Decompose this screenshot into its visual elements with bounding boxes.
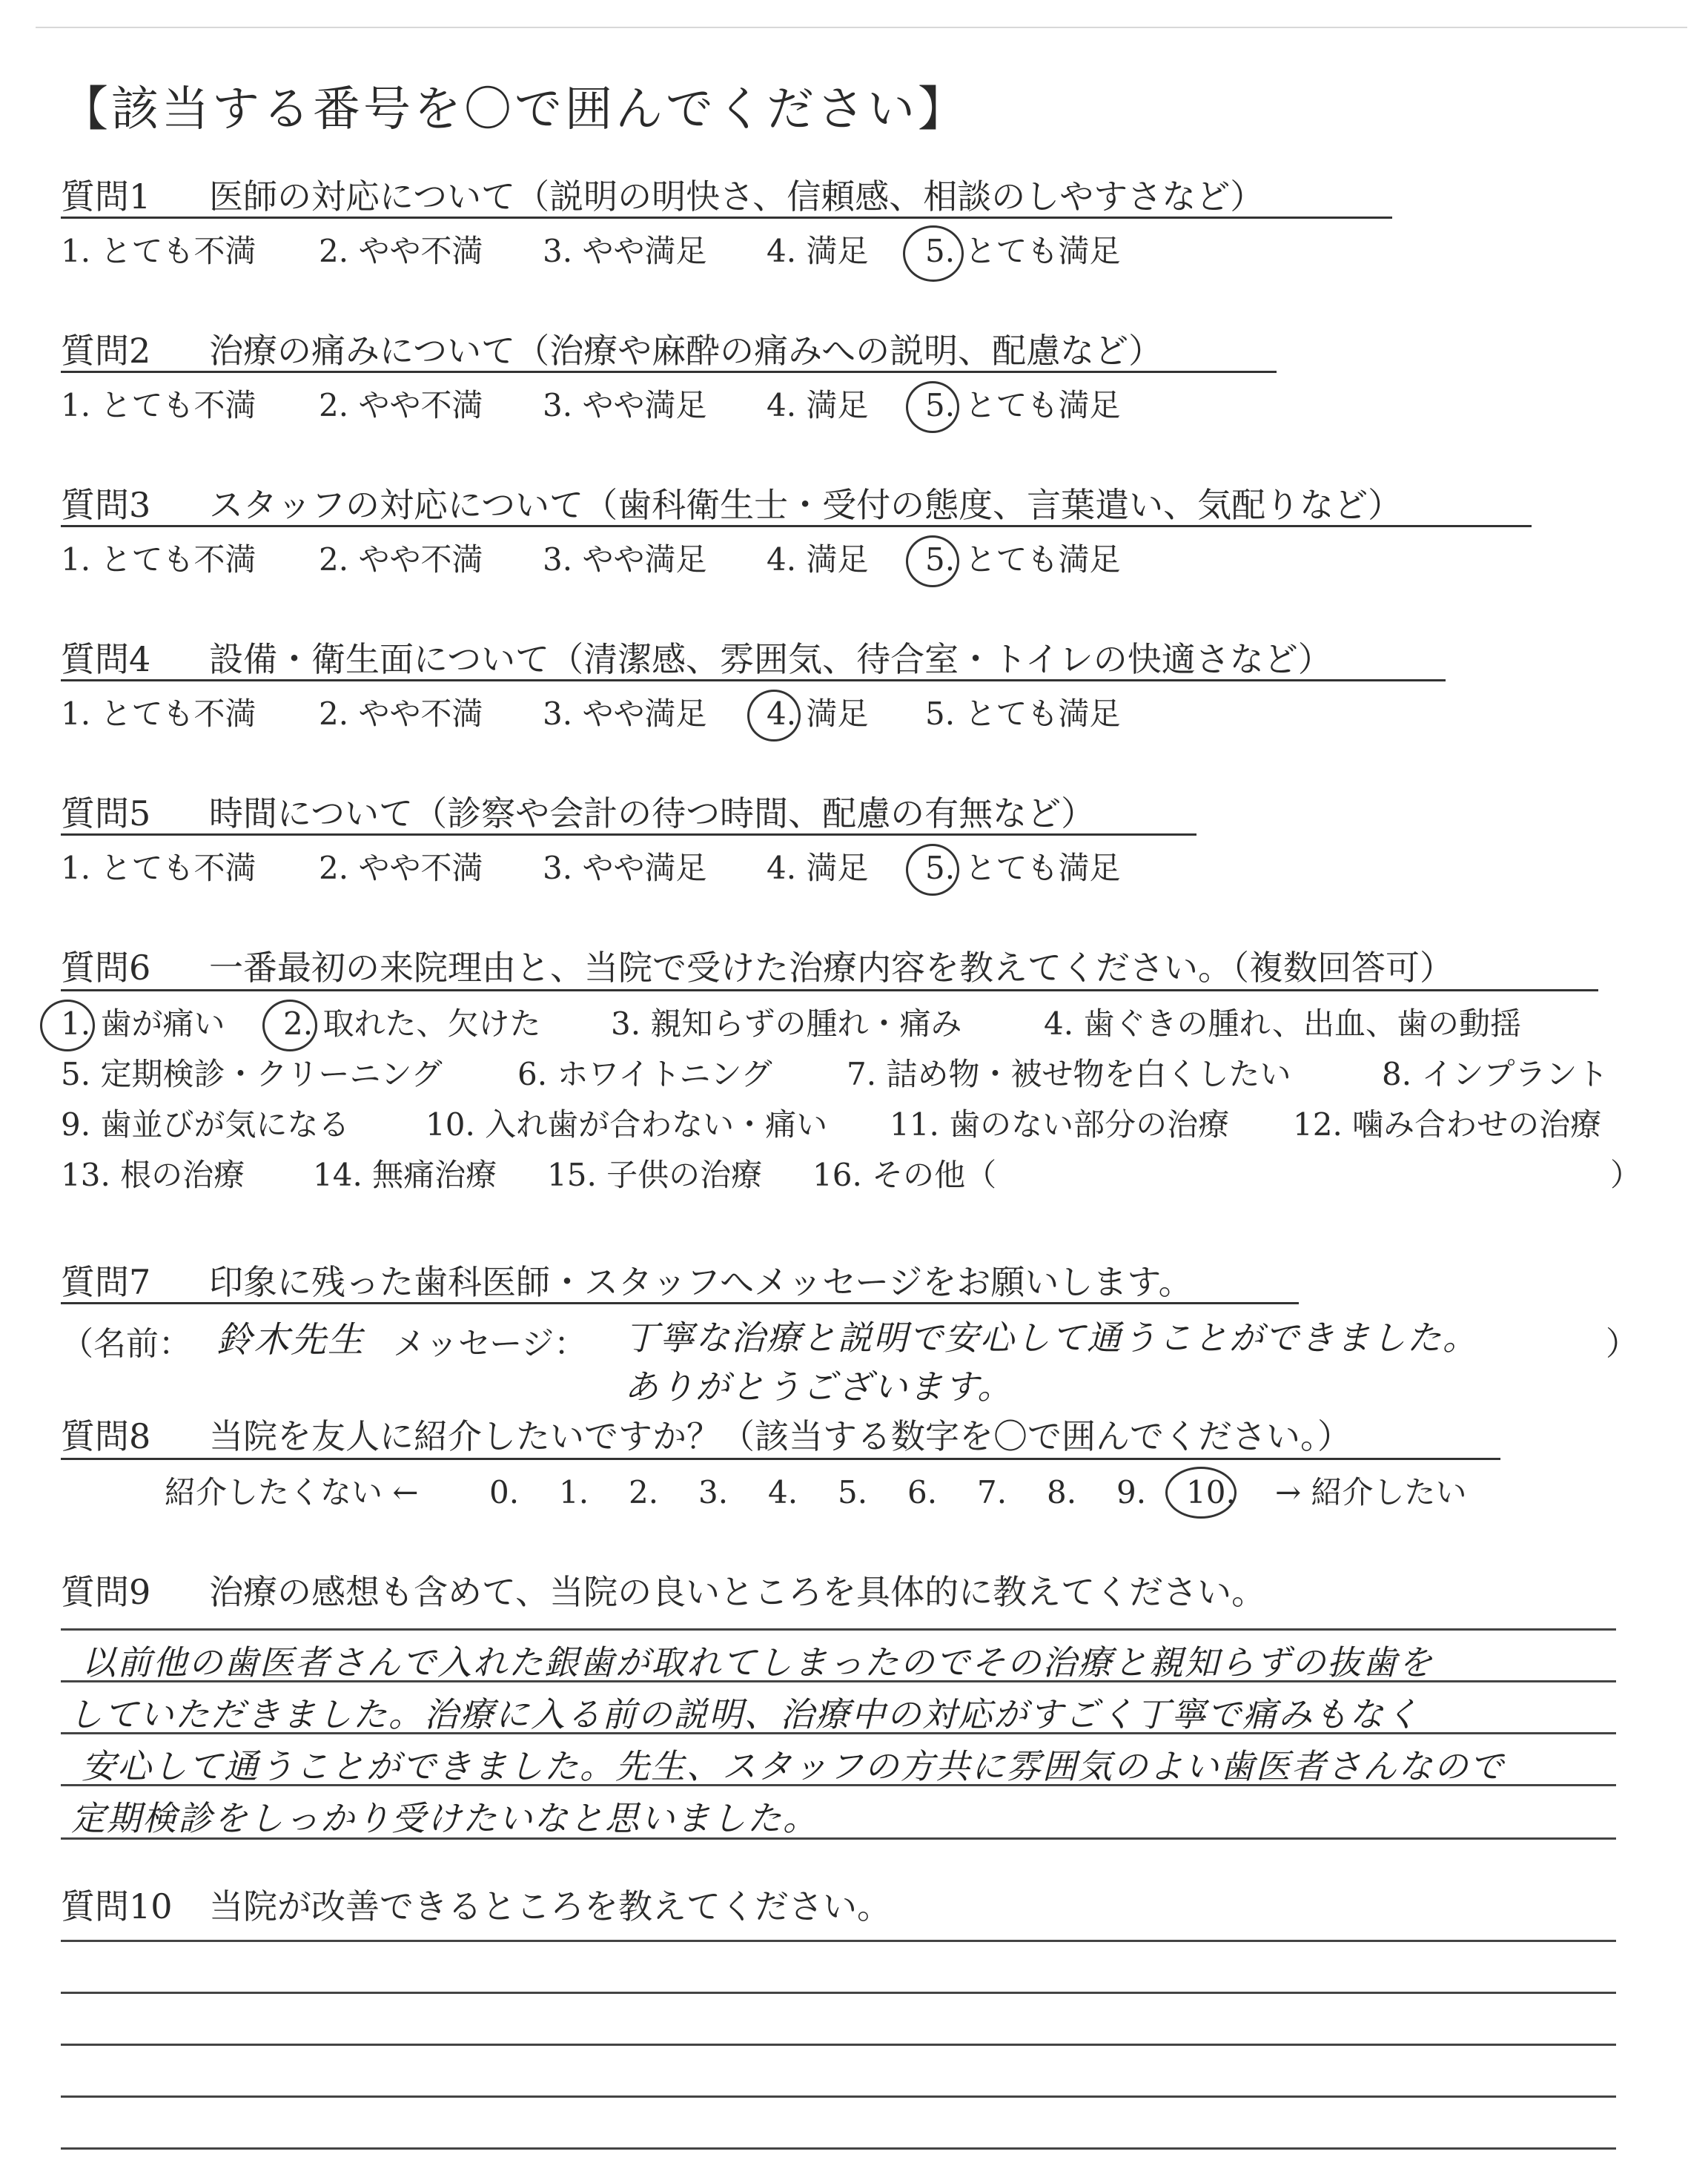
option-number[interactable]: 3. — [543, 233, 573, 269]
option-number[interactable]: 11. — [890, 1106, 939, 1143]
option-label: 親知らずの腫れ・痛み — [650, 1005, 962, 1042]
question-text: 当院を友人に紹介したいですか？（該当する数字を〇で囲んでください。） — [209, 1416, 1351, 1456]
option-number-selected[interactable]: 5. — [925, 387, 956, 423]
option-label: とても不満 — [100, 541, 256, 578]
question-number: 質問8 — [61, 1416, 151, 1456]
option-number[interactable]: 1. — [61, 387, 91, 423]
question-text: 一番最初の来院理由と、当院で受けた治療内容を教えてください。（複数回答可） — [209, 948, 1454, 988]
option-number-selected[interactable]: 2. — [283, 1005, 314, 1042]
question-3 — [61, 485, 1403, 525]
question-text: 設備・衛生面について（清潔感、雰囲気、待合室・トイレの快適さなど） — [209, 639, 1332, 679]
selection-circle — [906, 844, 959, 896]
option-number[interactable]: 4. — [767, 233, 797, 269]
option-number[interactable]: 2. — [319, 387, 349, 423]
option-label: 歯が痛い — [100, 1005, 225, 1042]
question-text: 医師の対応について（説明の明快さ、信頼感、相談のしやすさなど） — [209, 176, 1265, 217]
selection-circle — [903, 225, 964, 282]
answer-rule[interactable] — [61, 2044, 1616, 2046]
option-number[interactable]: 1. — [61, 696, 91, 732]
selection-circle — [262, 1000, 317, 1051]
option-label: やや不満 — [358, 696, 483, 732]
question-underline — [61, 371, 1277, 373]
selection-circle — [1165, 1467, 1237, 1519]
question-number: 質問5 — [61, 793, 151, 833]
option-label: とても満足 — [964, 233, 1121, 269]
q9-answer-line-1[interactable]: 以前他の歯医者さんで入れた銀歯が取れてしまったのでその治療と親知らずの抜歯を — [82, 1642, 1434, 1682]
answer-rule — [61, 1680, 1616, 1682]
option-label: 無痛治療 — [372, 1157, 497, 1193]
question-number: 質問1 — [61, 176, 151, 217]
question-number: 質問10 — [61, 1886, 173, 1926]
option-label: 根の治療 — [120, 1157, 245, 1193]
option-label: とても満足 — [964, 387, 1121, 423]
question-underline — [61, 525, 1532, 527]
answer-rule[interactable] — [61, 1992, 1616, 1994]
option-number-selected[interactable]: 1. — [61, 1005, 91, 1042]
option-label: 満足 — [806, 541, 869, 578]
referral-high-label: → 紹介したい — [1275, 1474, 1467, 1510]
question-text: 印象に残った歯科医師・スタッフへメッセージをお願いします。 — [209, 1262, 1193, 1302]
question-underline — [61, 217, 1392, 219]
option-label: 子供の治療 — [606, 1157, 763, 1193]
scale-number[interactable]: 3. — [698, 1474, 729, 1510]
option-number[interactable]: 1. — [61, 850, 91, 886]
other-close-paren: ） — [1610, 1157, 1642, 1193]
answer-rule[interactable] — [61, 1940, 1616, 1942]
scale-number[interactable]: 4. — [768, 1474, 798, 1510]
option-label: とても満足 — [964, 541, 1121, 578]
option-label: 詰め物・被せ物を白くしたい — [886, 1056, 1291, 1092]
message-handwritten-line-2[interactable]: ありがとうございます。 — [624, 1367, 1013, 1407]
scale-number[interactable]: 8. — [1047, 1474, 1077, 1510]
q9-answer-line-3[interactable]: 安心して通うことができました。先生、スタッフの方共に雰囲気のよい歯医者さんなので — [82, 1746, 1505, 1786]
answer-rule — [61, 1837, 1616, 1840]
page-top-border — [36, 27, 1687, 28]
question-number: 質問4 — [61, 639, 151, 679]
option-label: 満足 — [806, 696, 869, 732]
selection-circle — [906, 535, 959, 587]
answer-rule — [61, 1732, 1616, 1734]
option-label: 歯並びが気になる — [100, 1106, 350, 1143]
option-label: インプラント — [1421, 1056, 1609, 1092]
page-title: 【該当する番号を〇で囲んでください】 — [61, 82, 968, 137]
question-number: 質問2 — [61, 331, 151, 371]
option-label: やや不満 — [358, 541, 483, 578]
question-2 — [61, 331, 1163, 371]
question-underline — [61, 989, 1598, 991]
option-label: やや不満 — [358, 387, 483, 423]
question-6 — [61, 948, 1454, 988]
referral-low-label: 紹介したくない ← — [165, 1474, 419, 1510]
scale-number[interactable]: 2. — [629, 1474, 659, 1510]
question-4 — [61, 639, 1332, 679]
q7-name-row — [61, 1317, 191, 1364]
question-9 — [61, 1572, 1266, 1612]
option-number[interactable]: 1. — [61, 233, 91, 269]
option-number[interactable]: 2. — [319, 233, 349, 269]
option-label: 入れ歯が合わない・痛い — [485, 1106, 828, 1143]
answer-rule[interactable] — [61, 2147, 1616, 2150]
q9-answer-line-4[interactable]: 定期検診をしっかり受けたいなと思いました。 — [71, 1798, 818, 1838]
question-10 — [61, 1886, 891, 1926]
selection-circle — [40, 1000, 95, 1051]
option-number[interactable]: 5. — [925, 696, 956, 732]
scale-number[interactable]: 6. — [907, 1474, 938, 1510]
question-8 — [61, 1416, 1351, 1456]
question-underline — [61, 1302, 1299, 1304]
option-label: ホワイトニング — [557, 1056, 772, 1092]
option-label: やや満足 — [582, 387, 707, 423]
option-label: 定期検診・クリーニング — [100, 1056, 443, 1092]
option-number-selected[interactable]: 4. — [767, 696, 797, 732]
option-label: 歯のない部分の治療 — [949, 1106, 1230, 1143]
option-number[interactable]: 2. — [319, 850, 349, 886]
answer-rule — [61, 1628, 1616, 1631]
option-number[interactable]: 16. — [812, 1157, 862, 1193]
option-label: とても不満 — [100, 850, 256, 886]
option-number[interactable]: 3. — [543, 696, 573, 732]
selection-circle — [906, 381, 959, 433]
option-number[interactable]: 9. — [61, 1106, 91, 1143]
question-text: 治療の痛みについて（治療や麻酔の痛みへの説明、配慮など） — [209, 331, 1163, 371]
option-number-selected[interactable]: 5. — [925, 850, 956, 886]
answer-rule[interactable] — [61, 2095, 1616, 2098]
option-number[interactable]: 13. — [61, 1157, 110, 1193]
option-number[interactable]: 4. — [1044, 1005, 1074, 1042]
option-number-selected[interactable]: 5. — [925, 541, 956, 578]
option-label: とても不満 — [100, 696, 256, 732]
message-handwritten-line-1[interactable]: 丁寧な治療と説明で安心して通うことができました。 — [624, 1318, 1478, 1358]
scale-number-selected[interactable]: 10. — [1186, 1474, 1236, 1510]
other-label: その他（ — [872, 1157, 997, 1193]
option-label: とても満足 — [964, 696, 1121, 732]
option-number-selected[interactable]: 5. — [925, 233, 956, 269]
option-number[interactable]: 4. — [767, 387, 797, 423]
option-label: やや満足 — [582, 850, 707, 886]
option-label: とても満足 — [964, 850, 1121, 886]
option-label: やや満足 — [582, 541, 707, 578]
option-number[interactable]: 5. — [61, 1056, 91, 1092]
name-label: （名前： — [61, 1325, 191, 1363]
answer-rule — [61, 1784, 1616, 1786]
option-label: 歯ぐきの腫れ、出血、歯の動揺 — [1083, 1005, 1521, 1042]
option-label: とても不満 — [100, 387, 256, 423]
option-number[interactable]: 14. — [313, 1157, 363, 1193]
question-text: 治療の感想も含めて、当院の良いところを具体的に教えてください。 — [209, 1572, 1266, 1612]
option-number[interactable]: 3. — [611, 1005, 641, 1042]
scale-number[interactable]: 7. — [977, 1474, 1007, 1510]
option-number[interactable]: 2. — [319, 696, 349, 732]
scale-number[interactable]: 1. — [559, 1474, 589, 1510]
option-label: 噛み合わせの治療 — [1352, 1106, 1602, 1143]
message-close-paren: ） — [1606, 1325, 1638, 1363]
scale-number[interactable]: 9. — [1116, 1474, 1147, 1510]
option-label: やや満足 — [582, 696, 707, 732]
option-number[interactable]: 12. — [1293, 1106, 1343, 1143]
name-handwritten[interactable]: 鈴木先生 — [216, 1319, 365, 1361]
option-number[interactable]: 4. — [767, 541, 797, 578]
question-text: 当院が改善できるところを教えてください。 — [209, 1886, 891, 1926]
question-5 — [61, 793, 1096, 833]
option-number[interactable]: 2. — [319, 541, 349, 578]
question-number: 質問6 — [61, 948, 151, 988]
option-label: 満足 — [806, 233, 869, 269]
option-number[interactable]: 10. — [426, 1106, 475, 1143]
question-underline — [61, 1458, 1500, 1460]
option-number[interactable]: 3. — [543, 541, 573, 578]
option-number[interactable]: 8. — [1382, 1056, 1412, 1092]
option-number[interactable]: 7. — [847, 1056, 877, 1092]
option-label: やや満足 — [582, 233, 707, 269]
question-number: 質問3 — [61, 485, 151, 525]
q9-answer-line-2[interactable]: していただきました。治療に入る前の説明、治療中の対応がすごく丁寧で痛みもなく — [68, 1694, 1420, 1734]
option-number[interactable]: 1. — [61, 541, 91, 578]
option-label: とても不満 — [100, 233, 256, 269]
message-label: メッセージ： — [393, 1325, 587, 1363]
question-7 — [61, 1262, 1193, 1302]
option-number[interactable]: 6. — [517, 1056, 548, 1092]
option-label: 満足 — [806, 387, 869, 423]
selection-circle — [747, 690, 801, 742]
option-number[interactable]: 15. — [547, 1157, 597, 1193]
question-text: スタッフの対応について（歯科衛生士・受付の態度、言葉遣い、気配りなど） — [209, 485, 1403, 525]
question-underline — [61, 679, 1446, 681]
option-label: やや不満 — [358, 850, 483, 886]
question-text: 時間について（診察や会計の待つ時間、配慮の有無など） — [209, 793, 1096, 833]
option-number[interactable]: 3. — [543, 387, 573, 423]
scale-number[interactable]: 0. — [489, 1474, 520, 1510]
option-label: 満足 — [806, 850, 869, 886]
question-1 — [61, 176, 1265, 217]
option-number[interactable]: 4. — [767, 850, 797, 886]
option-label: やや不満 — [358, 233, 483, 269]
question-number: 質問7 — [61, 1262, 151, 1302]
question-number: 質問9 — [61, 1572, 151, 1612]
option-label: 取れた、欠けた — [322, 1005, 541, 1042]
option-number[interactable]: 3. — [543, 850, 573, 886]
question-underline — [61, 833, 1196, 836]
scale-number[interactable]: 5. — [838, 1474, 868, 1510]
